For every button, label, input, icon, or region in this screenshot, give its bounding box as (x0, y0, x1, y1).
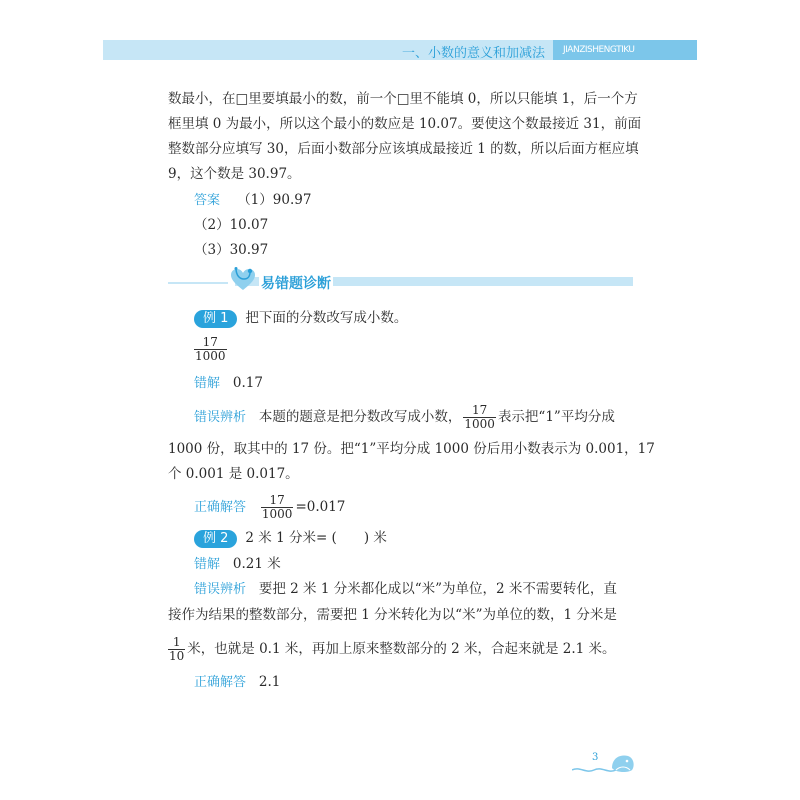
answer-row-1 (194, 191, 311, 210)
intro-line-1: 数最小，在□里要填最小的数，前一个□里不能填 0，所以只能填 1，后一个方 (168, 91, 638, 107)
stethoscope-heart-icon (228, 266, 258, 294)
fraction-denominator: 10 (169, 649, 185, 663)
fraction-numerator: 1 (168, 636, 185, 650)
answer-label: 答案 (194, 193, 221, 208)
example-1-correct (194, 494, 345, 521)
fraction-17-1000-answer (261, 494, 294, 521)
chapter-title: 一、小数的意义和加减法 (401, 46, 545, 61)
correct-value: 2.1 (258, 674, 281, 690)
analysis-label: 错误辨析 (194, 410, 247, 425)
example-1-wrong (194, 374, 263, 393)
section-title: 易错题诊断 (259, 273, 333, 293)
wrong-value: 0.17 (232, 375, 263, 391)
analysis-text-2: 表示把“1”平均分成 (497, 409, 615, 425)
example-1-text: 把下面的分数改写成小数。 (245, 310, 408, 326)
fraction-denominator: 1000 (195, 349, 226, 363)
example-2-analysis-line-2: 接作为结果的整数部分，需要把 1 分米转化为以“米”为单位的数，1 分米是 (168, 607, 617, 623)
example-2-analysis-line-1 (194, 580, 617, 599)
example-2-wrong (194, 555, 281, 574)
analysis-text-1: 要把 2 米 1 分米都化成以“米”为单位，2 米不需要转化，直 (258, 581, 617, 597)
example-1-analysis-line-1 (194, 404, 615, 431)
fraction-1-10 (168, 636, 185, 663)
example-2-badge: 例 2 (194, 530, 237, 548)
page-number: 3 (592, 752, 599, 763)
analysis-label: 错误辨析 (194, 582, 247, 597)
correct-label: 正确解答 (194, 675, 247, 690)
fraction-numerator: 17 (463, 404, 496, 418)
example-1-analysis-line-3: 个 0.001 是 0.017。 (168, 466, 299, 482)
example-1-question (194, 309, 407, 328)
wrong-label: 错解 (194, 557, 221, 572)
wave-whale-icon (572, 746, 636, 776)
example-2-text: 2 米 1 分米= ( ) 米 (245, 530, 387, 546)
fraction-17-1000-inline (463, 404, 496, 431)
example-2-correct (194, 673, 280, 692)
intro-line-4: 9，这个数是 30.97。 (168, 166, 301, 182)
correct-label: 正确解答 (194, 500, 247, 515)
example-1-analysis-line-2: 1000 份，取其中的 17 份。把“1”平均分成 1000 份后用小数表示为 0.001，17 (168, 441, 655, 457)
analysis-text-3: 米，也就是 0.1 米，再加上原来整数部分的 2 米，合起来就是 2.1 米。 (187, 641, 616, 657)
fraction-numerator: 17 (261, 494, 294, 508)
fraction-denominator: 1000 (261, 507, 293, 521)
correct-value: =0.017 (295, 499, 346, 515)
wrong-value: 0.21 米 (232, 556, 281, 572)
example-1-badge: 例 1 (194, 310, 237, 328)
analysis-text-1: 本题的题意是把分数改写成小数， (258, 409, 462, 425)
fraction-numerator: 17 (194, 336, 227, 350)
answer-2: （2）10.07 (194, 217, 269, 233)
example-2-question (194, 529, 387, 548)
fraction-17-1000 (194, 336, 227, 363)
example-1-fraction (192, 336, 229, 363)
answer-1: （1）90.97 (237, 192, 312, 208)
wrong-label: 错解 (194, 376, 221, 391)
intro-line-3: 整数部分应填写 30，后面小数部分应该填成最接近 1 的数，所以后面方框应填 (168, 141, 639, 157)
section-bar-left (168, 282, 228, 284)
answer-3: （3）30.97 (194, 242, 269, 258)
intro-line-2: 框里填 0 为最小，所以这个最小的数应是 10.07。要使这个数最接近 31，前面 (168, 116, 642, 132)
example-2-analysis-line-3 (166, 636, 616, 663)
header-tag: JIANZISHENGTIKU (553, 40, 697, 60)
fraction-denominator: 1000 (464, 417, 495, 431)
